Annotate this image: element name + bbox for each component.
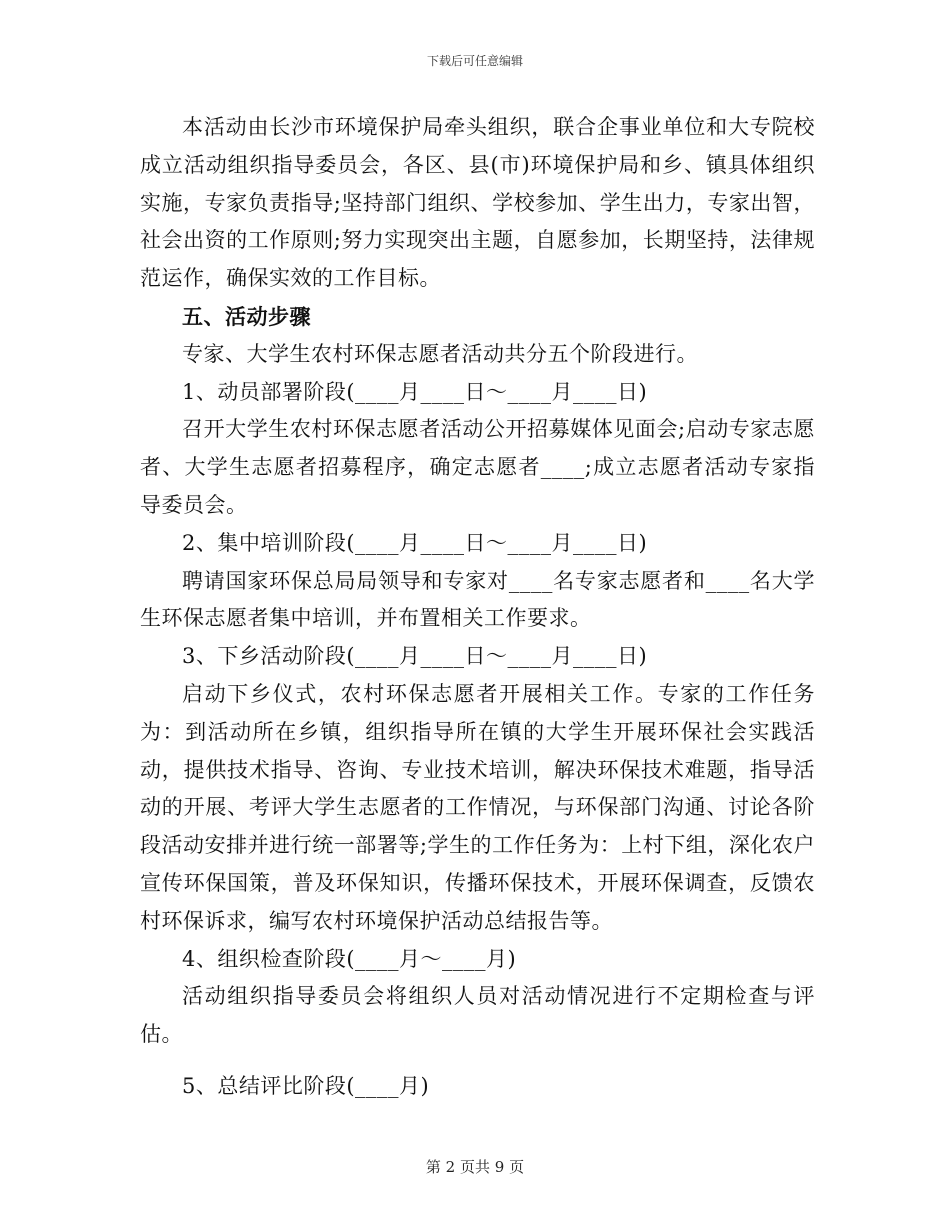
phase-2-heading: 2、集中培训阶段(____月____日～____月____日)	[182, 530, 648, 555]
phase-3-heading: 3、下乡活动阶段(____月____日～____月____日)	[182, 644, 648, 669]
phase-3-description: 启动下乡仪式，农村环保志愿者开展相关工作。专家的工作任务为：到活动所在乡镇，组织指导所在镇的大学生开展环保社会实践活动，提供技术指导、咨询、专业技术培训，解决环保技术难题，指导活动的开展、考评大学生志愿者的工作情况，与环保部门沟通、讨论各阶段活动安排并进行统一部署等;学生的工作任务为：上村下组，深化农户宣传环保国策，普及环保知识，传播环保技术，开展环保调查，反馈农村环保诉求，编写农村环境保护活动总结报告等。	[140, 681, 815, 933]
phase-1-description: 召开大学生农村环保志愿者活动公开招募媒体见面会;启动专家志愿者、大学生志愿者招募程序，确定志愿者____;成立志愿者活动专家指导委员会。	[140, 417, 815, 517]
paragraph-spacer	[140, 1054, 815, 1068]
page-header: 下载后可任意编辑	[426, 54, 523, 68]
page-footer: 第 2 页共 9 页	[425, 1158, 525, 1176]
phase-4-heading: 4、组织检查阶段(____月～____月)	[182, 946, 517, 971]
phase-4-description: 活动组织指导委员会将组织人员对活动情况进行不定期检查与评估。	[140, 984, 815, 1047]
phase-2-description: 聘请国家环保总局局领导和专家对____名专家志愿者和____名大学生环保志愿者集中培训，并布置相关工作要求。	[140, 568, 815, 631]
section-heading-activity-steps: 五、活动步骤	[182, 303, 311, 329]
phase-5-heading: 5、总结评比阶段(____月)	[182, 1073, 430, 1098]
paragraph-organization: 本活动由长沙市环境保护局牵头组织，联合企事业单位和大专院校成立活动组织指导委员会，各区、县(市)环境保护局和乡、镇具体组织实施，专家负责指导;坚持部门组织、学校参加、学生出力，专家出智，社会出资的工作原则;努力实现突出主题，自愿参加，长期坚持，法律规范运作，确保实效的工作目标。	[140, 115, 815, 291]
document-body	[140, 109, 815, 1106]
paragraph-phases-intro: 专家、大学生农村环保志愿者活动共分五个阶段进行。	[182, 341, 698, 366]
phase-1-heading: 1、动员部署阶段(____月____日～____月____日)	[182, 379, 648, 404]
